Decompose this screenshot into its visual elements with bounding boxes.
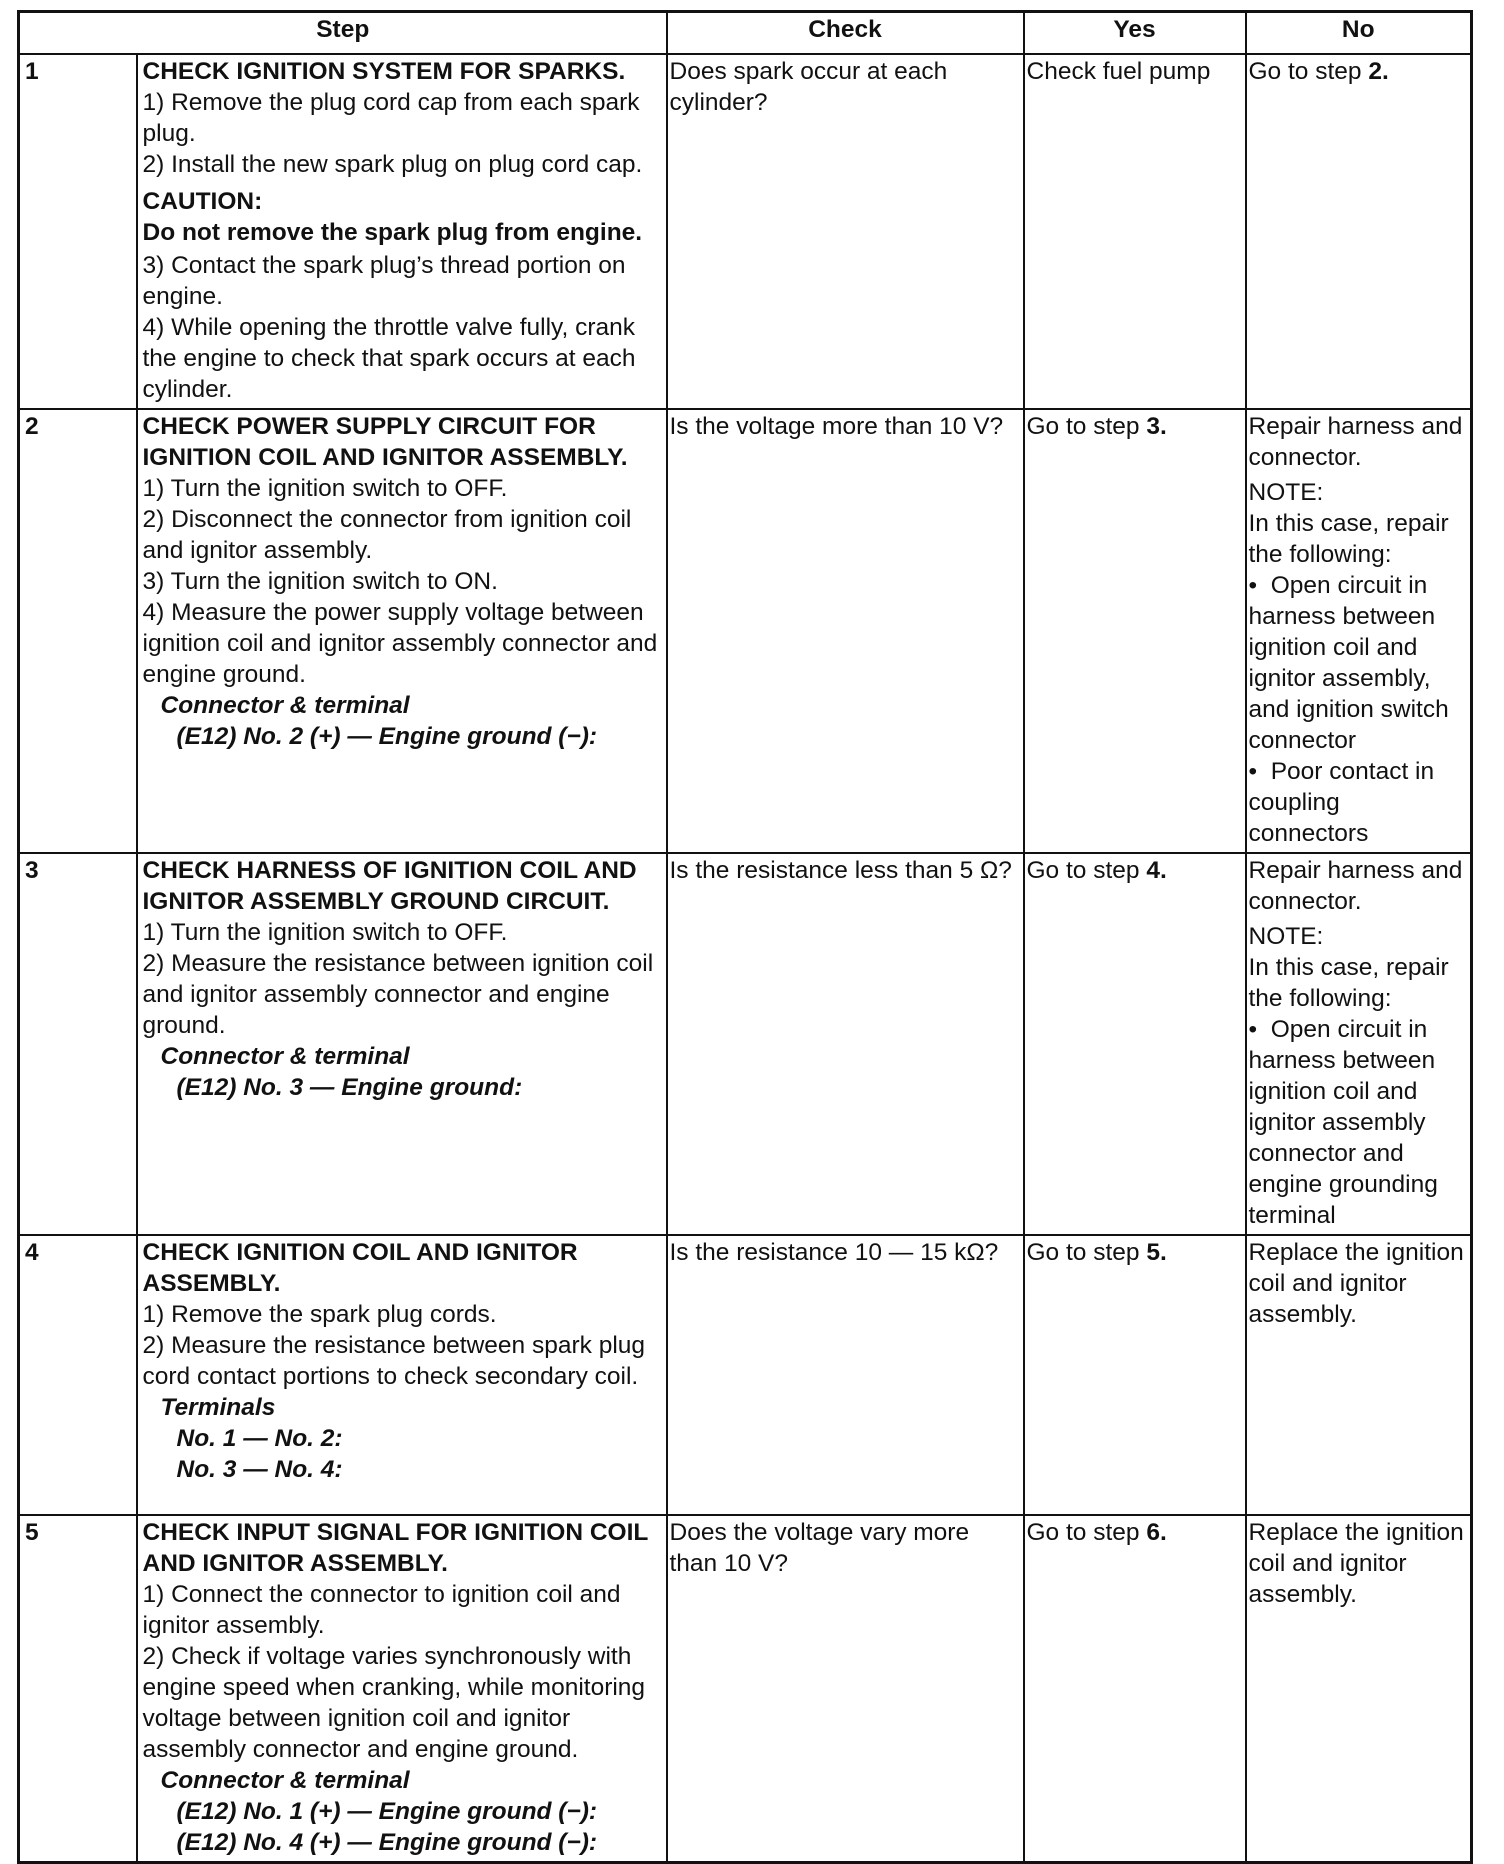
table-row <box>19 54 1472 409</box>
yes-text: Go to step <box>1026 1239 1147 1266</box>
yes-action <box>1024 54 1246 409</box>
no-action <box>1246 54 1472 409</box>
step-instructions <box>137 853 667 1235</box>
no-text: Repair harness and connector. <box>1248 857 1463 915</box>
table-row <box>19 409 1472 853</box>
step-instructions <box>137 1235 667 1515</box>
step-line: 1) Turn the ignition switch to OFF. <box>142 475 508 502</box>
step-title: CHECK POWER SUPPLY CIRCUIT FOR IGNITION COIL AND IGNITOR ASSEMBLY. <box>142 413 628 471</box>
step-line: 2) Disconnect the connector from ignition coil and ignitor assembly. <box>142 506 632 564</box>
check-question: Does spark occur at each cylinder? <box>667 54 1024 409</box>
table-row <box>19 1515 1472 1863</box>
step-line: 1) Remove the plug cord cap from each spark plug. <box>142 89 640 147</box>
step-number: 4 <box>19 1235 137 1515</box>
caution-text: Do not remove the spark plug from engine. <box>142 219 643 246</box>
step-line: 4) While opening the throttle valve fully, crank the engine to check that spark occurs at each cylinder. <box>142 314 636 403</box>
step-instructions <box>137 409 667 853</box>
troubleshooting-table <box>17 10 1473 1864</box>
yes-text: Go to step <box>1026 1519 1147 1546</box>
step-line: 2) Install the new spark plug on plug cord cap. <box>142 151 643 178</box>
step-number: 3 <box>19 853 137 1235</box>
spec-label: Connector & terminal <box>160 692 410 719</box>
yes-action <box>1024 1235 1246 1515</box>
yes-step: 4. <box>1146 857 1167 884</box>
spec-label: Terminals <box>160 1394 276 1421</box>
note-label: NOTE: <box>1248 923 1324 950</box>
yes-text: Go to step <box>1026 857 1147 884</box>
header-check: Check <box>667 12 1024 55</box>
spec-label: Connector & terminal <box>160 1767 410 1794</box>
header-step: Step <box>19 12 667 55</box>
step-line: 3) Contact the spark plug’s thread portion on engine. <box>142 252 626 310</box>
table-row <box>19 1235 1472 1515</box>
no-action <box>1246 409 1472 853</box>
note-bullet: • Open circuit in harness between ignition coil and ignitor assembly connector and engine grounding terminal <box>1249 1014 1466 1231</box>
step-line: 1) Connect the connector to ignition coil and ignitor assembly. <box>142 1581 621 1639</box>
yes-text: Check fuel pump <box>1026 58 1211 85</box>
spec-label: Connector & terminal <box>160 1043 410 1070</box>
step-line: 1) Turn the ignition switch to OFF. <box>142 919 508 946</box>
spec-value: (E12) No. 1 (+) — Engine ground (−): <box>176 1798 598 1825</box>
step-title: CHECK HARNESS OF IGNITION COIL AND IGNITOR ASSEMBLY GROUND CIRCUIT. <box>142 857 637 915</box>
yes-action <box>1024 409 1246 853</box>
yes-step: 3. <box>1146 413 1167 440</box>
no-step: 2. <box>1368 58 1389 85</box>
header-yes: Yes <box>1024 12 1246 55</box>
spec-value: (E12) No. 3 — Engine ground: <box>176 1074 523 1101</box>
step-title: CHECK INPUT SIGNAL FOR IGNITION COIL AND IGNITOR ASSEMBLY. <box>142 1519 648 1577</box>
no-text: Go to step <box>1248 58 1369 85</box>
check-question: Does the voltage vary more than 10 V? <box>667 1515 1024 1863</box>
table-row <box>19 853 1472 1235</box>
no-action: Replace the ignition coil and ignitor assembly. <box>1246 1515 1472 1863</box>
check-question: Is the resistance 10 — 15 kΩ? <box>667 1235 1024 1515</box>
check-question: Is the voltage more than 10 V? <box>667 409 1024 853</box>
step-title: CHECK IGNITION SYSTEM FOR SPARKS. <box>142 58 626 85</box>
step-line: 2) Check if voltage varies synchronously with engine speed when cranking, while monitoring voltage between ignition coil and ignitor assembly connector and engine ground. <box>142 1643 646 1763</box>
step-number: 2 <box>19 409 137 853</box>
no-action <box>1246 853 1472 1235</box>
step-number: 5 <box>19 1515 137 1863</box>
yes-text: Go to step <box>1026 413 1147 440</box>
note-label: NOTE: <box>1248 479 1324 506</box>
yes-step: 5. <box>1146 1239 1167 1266</box>
note-text: In this case, repair the following: <box>1248 954 1449 1012</box>
step-line: 3) Turn the ignition switch to ON. <box>142 568 498 595</box>
spec-value: No. 3 — No. 4: <box>176 1456 343 1483</box>
yes-action <box>1024 1515 1246 1863</box>
header-row <box>19 12 1472 55</box>
yes-step: 6. <box>1146 1519 1167 1546</box>
note-bullet: • Open circuit in harness between ignition coil and ignitor assembly, and ignition switch connector <box>1249 570 1466 756</box>
step-instructions <box>137 54 667 409</box>
note-bullet: • Poor contact in coupling connectors <box>1249 756 1466 849</box>
step-line: 2) Measure the resistance between spark plug cord contact portions to check secondary coil. <box>142 1332 646 1390</box>
caution-label: CAUTION: <box>142 188 263 215</box>
step-number: 1 <box>19 54 137 409</box>
step-line: 1) Remove the spark plug cords. <box>142 1301 497 1328</box>
step-title: CHECK IGNITION COIL AND IGNITOR ASSEMBLY. <box>142 1239 578 1297</box>
no-action: Replace the ignition coil and ignitor assembly. <box>1246 1235 1472 1515</box>
check-question: Is the resistance less than 5 Ω? <box>667 853 1024 1235</box>
yes-action <box>1024 853 1246 1235</box>
spec-value: No. 1 — No. 2: <box>176 1425 343 1452</box>
spec-value: (E12) No. 2 (+) — Engine ground (−): <box>176 723 598 750</box>
step-line: 2) Measure the resistance between ignition coil and ignitor assembly connector and engine ground. <box>142 950 654 1039</box>
no-text: Repair harness and connector. <box>1248 413 1463 471</box>
step-line: 4) Measure the power supply voltage between ignition coil and ignitor assembly connector and engine ground. <box>142 599 658 688</box>
step-instructions <box>137 1515 667 1863</box>
note-text: In this case, repair the following: <box>1248 510 1449 568</box>
spec-value: (E12) No. 4 (+) — Engine ground (−): <box>176 1829 598 1856</box>
header-no: No <box>1246 12 1472 55</box>
